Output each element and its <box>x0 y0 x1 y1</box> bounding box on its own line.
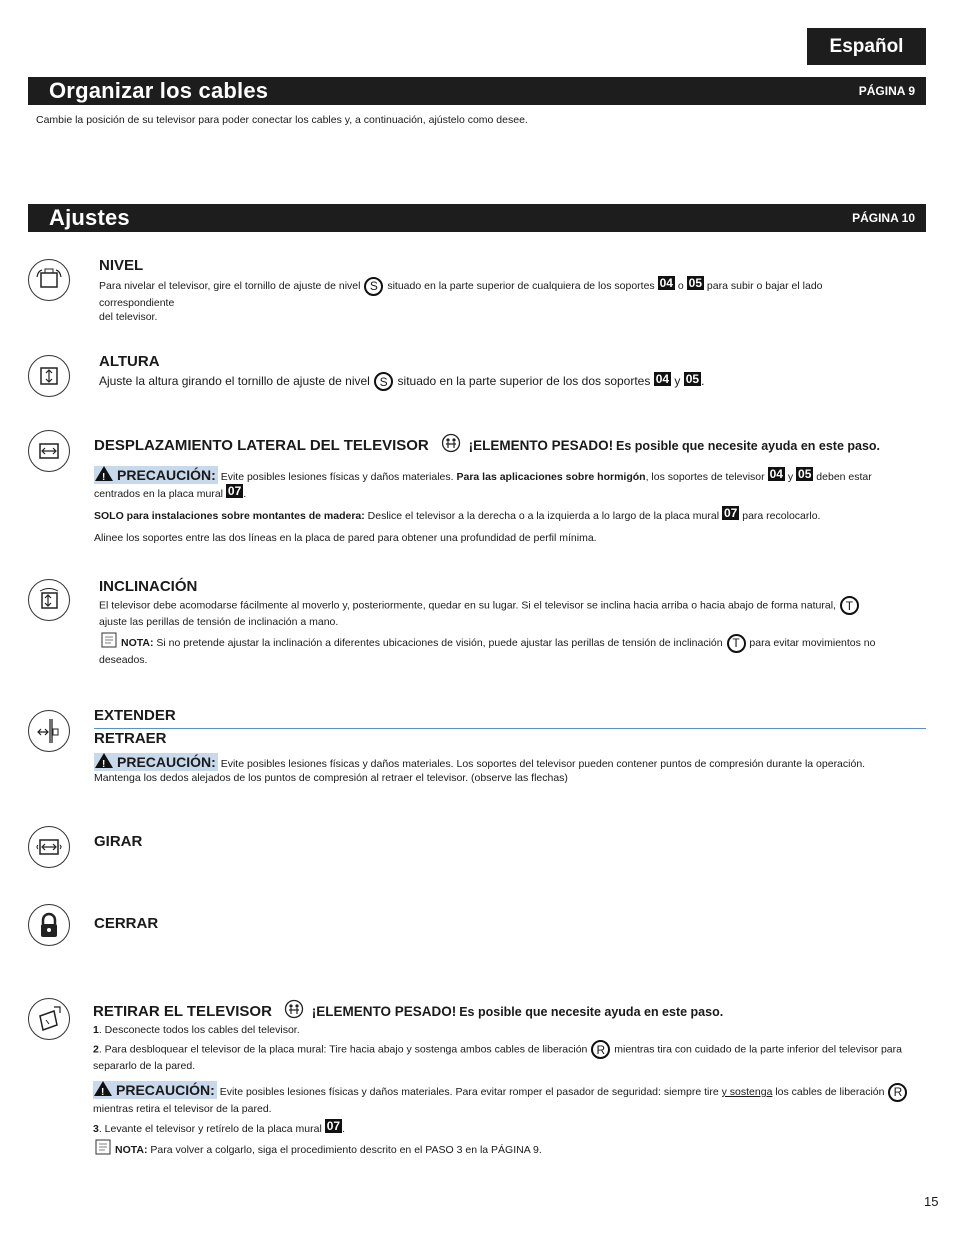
callout-s: S <box>374 372 393 391</box>
step-number: 3 <box>93 1122 99 1135</box>
body-text: . <box>342 1122 345 1135</box>
body-text: Para nivelar el televisor, gire el tornillo de ajuste de nivel <box>99 280 361 292</box>
body-text: , los soportes de televisor <box>645 471 765 483</box>
caution-label: !PRECAUCIÓN: <box>94 466 218 484</box>
extend-icon <box>28 710 70 752</box>
step-number: 2 <box>93 1043 99 1056</box>
section-altura <box>99 353 899 391</box>
language-tab: Español <box>807 28 926 65</box>
warning-triangle-icon <box>95 753 113 768</box>
part-tag-05: 05 <box>798 467 812 481</box>
heavy-warning: ¡ELEMENTO PESADO! <box>311 1004 457 1019</box>
body-text: del televisor. <box>99 310 158 323</box>
body-text: Ajuste la altura girando el tornillo de ajuste de nivel <box>99 374 370 388</box>
note-icon <box>99 631 119 649</box>
body-text: . Levante el televisor y retírelo de la placa mural <box>98 1122 322 1135</box>
body-text: ajuste las perillas de tensión de inclinación a mano. <box>99 616 339 628</box>
section-desplazamiento <box>94 433 914 545</box>
swivel-icon <box>28 826 70 868</box>
body-text: para evitar movimientos no deseados. <box>99 637 876 666</box>
body-text: deben estar centrados en la placa mural <box>94 471 872 500</box>
part-tag-05: 05 <box>685 372 700 386</box>
body-text-underline: y sostenga <box>721 1086 773 1098</box>
body-text: y <box>787 471 794 483</box>
height-icon <box>28 355 70 397</box>
callout-t: T <box>727 634 746 653</box>
part-tag-07: 07 <box>326 1118 341 1133</box>
note-icon <box>93 1138 113 1156</box>
body-text-bold: . Para desbloquear el televisor de la placa mural: <box>98 1043 327 1056</box>
page-number: 15 <box>924 1194 939 1209</box>
warning-triangle-icon <box>95 466 113 481</box>
body-text: o <box>677 280 684 292</box>
body-text: Deslice el televisor a la derecha o a la izquierda a lo largo de la placa mural <box>367 510 720 522</box>
heading-girar: GIRAR <box>94 833 143 850</box>
body-text: Si no pretende ajustar la inclinación a diferentes ubicaciones de visión, puede ajustar las perillas de tensión de inclinación <box>156 637 723 649</box>
heading-nivel: NIVEL <box>99 257 144 274</box>
body-text: Mantenga los dedos alejados de los puntos de compresión al retraer el televisor. (observe las flechas) <box>94 772 568 784</box>
body-text: para subir o bajar el lado correspondiente <box>99 280 823 309</box>
page-reference: PÁGINA 10 <box>852 211 915 225</box>
body-text: Evite posibles lesiones físicas y daños materiales. Los soportes del televisor pueden contener puntos de compresión durante la operación. <box>220 758 866 770</box>
body-text: mientras tira con cuidado de la parte inferior del televisor para separarlo de la pared. <box>93 1043 902 1072</box>
heading-extender: EXTENDER <box>94 707 176 724</box>
body-text: El televisor debe acomodarse fácilmente al moverlo y, posteriormente, quedar en su lugar. Si el televisor se inclina hacia arriba o hacia abajo de forma natural, <box>99 599 836 612</box>
two-person-lift-icon <box>441 433 461 453</box>
note-label: NOTA: <box>115 1143 148 1156</box>
callout-r: R <box>888 1083 907 1102</box>
body-text: mientras retira el televisor de la pared. <box>93 1102 272 1115</box>
section-title: Ajustes <box>49 205 130 230</box>
two-person-lift-icon <box>284 999 304 1019</box>
part-tag-04: 04 <box>655 372 670 386</box>
body-text: Evite posibles lesiones físicas y daños materiales. <box>220 471 454 483</box>
callout-r: R <box>591 1040 610 1059</box>
body-text: Para volver a colgarlo, siga el procedimiento descrito en el PASO 3 en la PÁGINA 9. <box>150 1143 542 1156</box>
body-text-bold: Para las aplicaciones sobre hormigón <box>456 471 646 483</box>
section-nivel <box>99 257 899 324</box>
body-text-bold: SOLO para instalaciones sobre montantes de madera: <box>94 510 365 522</box>
heading-desplazamiento: DESPLAZAMIENTO LATERAL DEL TELEVISOR <box>94 437 429 454</box>
heading-inclinacion: INCLINACIÓN <box>99 578 198 595</box>
tilt-icon <box>28 579 70 621</box>
body-text: los cables de liberación <box>775 1086 885 1098</box>
heavy-help: Es posible que necesite ayuda en este paso. <box>616 439 881 453</box>
section-retirar <box>93 999 923 1157</box>
part-tag-04: 04 <box>659 276 673 290</box>
lock-icon <box>28 904 70 946</box>
callout-s: S <box>364 277 383 296</box>
lateral-shift-icon <box>28 430 70 472</box>
body-text: Evite posibles lesiones físicas y daños materiales. Para evitar romper el pasador de seguridad: siempre tire <box>219 1086 719 1098</box>
body-text: . <box>243 488 247 500</box>
part-tag-07: 07 <box>227 484 242 498</box>
body-text: . Desconecte todos los cables del televisor. <box>98 1024 300 1036</box>
body-text: Alinee los soportes entre las dos líneas en la placa de pared para obtener una profundidad de perfil mínima. <box>94 532 597 544</box>
intro-text: Cambie la posición de su televisor para poder conectar los cables y, a continuación, ajústelo como desee. <box>36 114 528 126</box>
body-text: situado en la parte superior de cualquiera de los soportes <box>387 280 655 292</box>
remove-tv-icon <box>28 998 70 1040</box>
body-text: y <box>674 374 681 388</box>
part-tag-04: 04 <box>769 467 783 481</box>
step-number: 1 <box>93 1024 99 1036</box>
level-icon <box>28 259 70 301</box>
part-tag-07: 07 <box>723 506 738 520</box>
body-text: para recolocarlo. <box>742 510 821 522</box>
section-bar-ajustes <box>28 204 926 232</box>
heavy-help: Es posible que necesite ayuda en este paso. <box>459 1005 724 1019</box>
section-bar-organizar <box>28 77 926 105</box>
note-label: NOTA: <box>121 637 154 649</box>
page-reference: PÁGINA 9 <box>858 84 915 98</box>
heading-retirar: RETIRAR EL TELEVISOR <box>93 1003 272 1020</box>
heading-retraer: RETRAER <box>94 730 167 747</box>
caution-label: !PRECAUCIÓN: <box>93 1081 217 1099</box>
section-extender <box>94 707 924 785</box>
heavy-warning: ¡ELEMENTO PESADO! <box>468 438 614 453</box>
divider <box>94 728 926 729</box>
body-text: . <box>701 374 705 388</box>
callout-t: T <box>840 596 859 615</box>
section-inclinacion <box>99 578 919 667</box>
heading-cerrar: CERRAR <box>94 915 159 932</box>
section-title: Organizar los cables <box>49 78 269 103</box>
body-text: Tire hacia abajo y sostenga ambos cables de liberación <box>329 1043 588 1056</box>
heading-altura: ALTURA <box>99 353 160 370</box>
body-text: situado en la parte superior de los dos soportes <box>397 374 651 388</box>
warning-triangle-icon <box>94 1081 112 1096</box>
part-tag-05: 05 <box>688 276 702 290</box>
caution-label: !PRECAUCIÓN: <box>94 753 218 771</box>
